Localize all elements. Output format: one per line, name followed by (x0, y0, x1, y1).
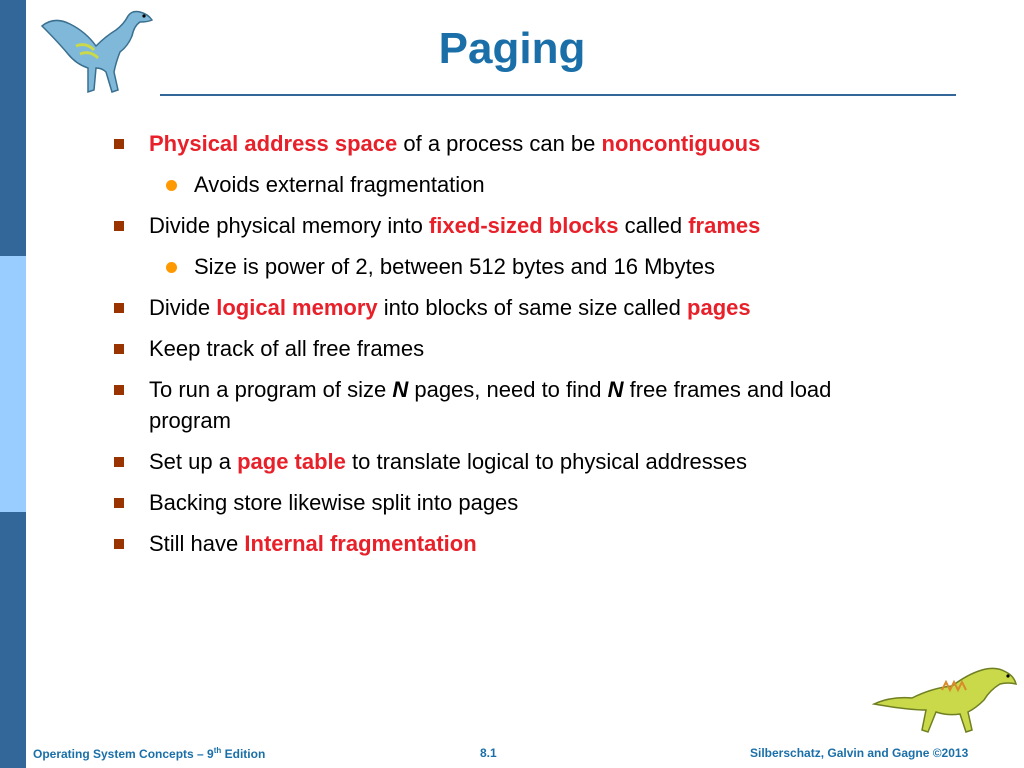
list-item (110, 446, 910, 477)
footer-book-text: Operating System Concepts – 9 (33, 747, 214, 761)
list-item (110, 487, 910, 518)
text-span: free frames and load program (149, 377, 832, 433)
square-bullet-icon (114, 385, 124, 395)
square-bullet-icon (114, 539, 124, 549)
bullet-list (110, 128, 910, 569)
page-title: Paging (438, 24, 586, 73)
title-divider (160, 94, 956, 96)
footer-edition-sup: th (213, 746, 222, 755)
footer-page-number: 8.1 (480, 746, 497, 760)
text-span: Still have (149, 531, 245, 556)
list-item (110, 292, 910, 323)
footer-edition-text: Edition (221, 747, 266, 761)
round-bullet-icon (166, 180, 177, 191)
square-bullet-icon (114, 303, 124, 313)
list-item (110, 169, 910, 200)
text-span: pages, need to find (408, 377, 608, 402)
text-span: Set up a (149, 449, 238, 474)
text-emphasis: N (607, 377, 624, 402)
list-item (110, 251, 910, 282)
list-item (110, 128, 910, 159)
footer-book-title (33, 746, 265, 761)
text-span: Avoids external fragmentation (194, 172, 485, 197)
round-bullet-icon (166, 262, 177, 273)
list-item (110, 374, 910, 436)
square-bullet-icon (114, 498, 124, 508)
text-highlight: fixed-sized blocks (428, 213, 619, 238)
text-highlight: noncontiguous (601, 131, 761, 156)
square-bullet-icon (114, 221, 124, 231)
list-item (110, 210, 910, 241)
footer-copyright: Silberschatz, Galvin and Gagne ©2013 (750, 746, 969, 760)
text-span: into blocks of same size called (377, 295, 688, 320)
list-item (110, 528, 910, 559)
text-span: Keep track of all free frames (149, 336, 425, 361)
text-span: To run a program of size (149, 377, 393, 402)
list-item (110, 333, 910, 364)
square-bullet-icon (114, 457, 124, 467)
square-bullet-icon (114, 139, 124, 149)
sidebar-stripe-bottom (0, 512, 26, 768)
square-bullet-icon (114, 344, 124, 354)
text-emphasis: N (392, 377, 409, 402)
text-highlight: logical memory (216, 295, 378, 320)
text-span: to translate logical to physical addresses (345, 449, 747, 474)
text-span: Divide (149, 295, 217, 320)
text-span: Backing store likewise split into pages (149, 490, 519, 515)
text-highlight: Physical address space (149, 131, 398, 156)
text-highlight: frames (688, 213, 761, 238)
sidebar-stripe-middle (0, 256, 26, 512)
text-highlight: Internal fragmentation (244, 531, 477, 556)
text-span: Size is power of 2, between 512 bytes and 16 Mbytes (194, 254, 715, 279)
text-highlight: pages (687, 295, 751, 320)
text-span: called (618, 213, 689, 238)
text-span: of a process can be (397, 131, 602, 156)
dinosaur-icon (872, 660, 1018, 740)
text-highlight: page table (237, 449, 346, 474)
text-span: Divide physical memory into (149, 213, 429, 238)
